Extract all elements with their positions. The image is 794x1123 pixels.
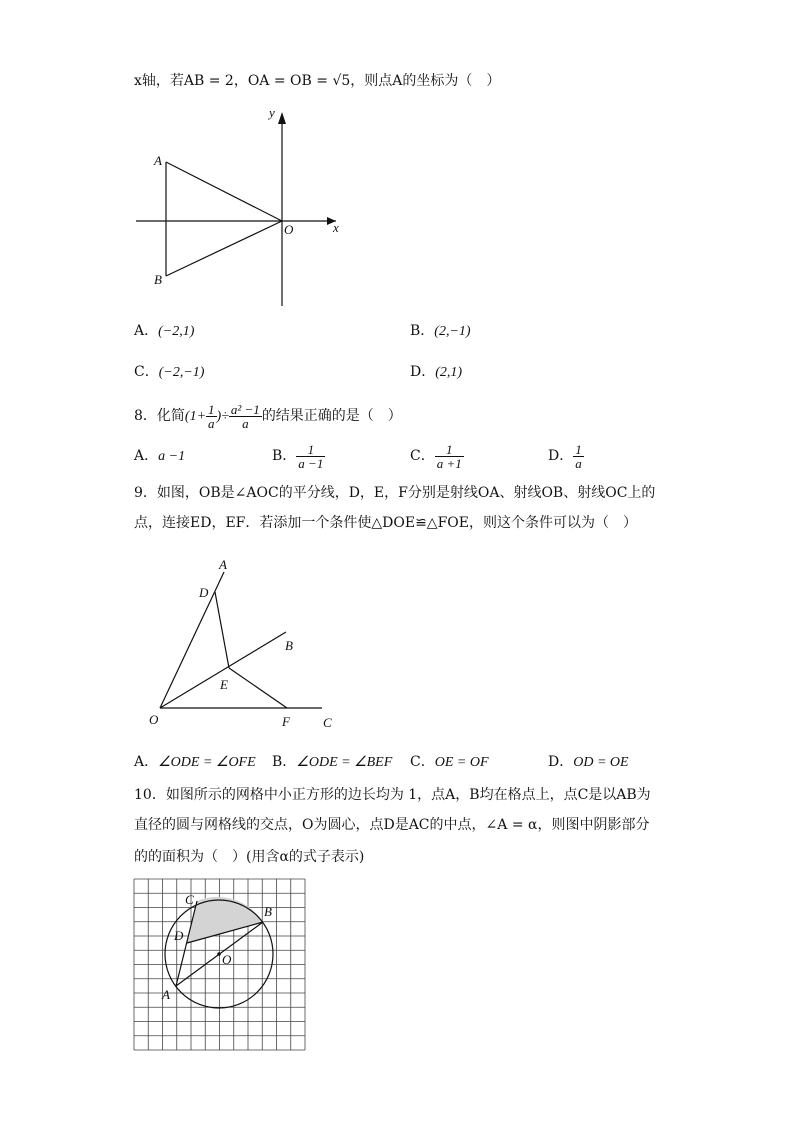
q7-label-o: O [284, 222, 294, 237]
q8-option-c-den: a +1 [436, 455, 462, 471]
q8-suffix: 的结果正确的是（ ） [261, 408, 402, 424]
q8-expr-div: )÷ [216, 409, 229, 424]
q8-option-a-label: A． [134, 448, 159, 464]
q8-fraction-2-den: a [242, 415, 249, 431]
q8-prefix: 8．化简 [134, 408, 185, 424]
q7-stem: x轴，若AB = 2，OA = OB = √5，则点A的坐标为（ ） [134, 73, 501, 89]
q10-center-point [217, 952, 221, 956]
q8-fraction-2-num: a² −1 [230, 401, 260, 417]
q9-label-o: O [149, 712, 159, 727]
q8-option-d-num: 1 [575, 441, 582, 457]
q7-option-d-label: D． [410, 364, 436, 380]
q9-option-b-label: B． [272, 754, 297, 770]
q9-option-c-value: OE = OF [434, 755, 489, 770]
q8-option-b-label: B． [272, 448, 297, 464]
q7-option-c-value: (−2,−1) [158, 365, 205, 380]
q7-option-b-label: B． [410, 323, 435, 339]
q7-label-x: x [333, 220, 339, 235]
q7-label-a: A [154, 153, 162, 168]
q9-option-b-value: ∠ODE = ∠BEF [296, 755, 393, 770]
q8-option-c-label: C． [410, 448, 435, 464]
q8-option-b-den: a −1 [298, 455, 324, 471]
q7-option-a-label: A． [134, 323, 159, 339]
q9-option-a-value: ∠ODE = ∠OFE [158, 755, 256, 770]
q7-option-d-value: (2,1) [435, 365, 463, 380]
q10-label-o: O [222, 952, 232, 967]
q9-option-d-value: OD = OE [573, 755, 629, 770]
q9-option-c-label: C． [410, 754, 435, 770]
q10-label-b: B [264, 904, 272, 919]
q7-option-c-label: C． [134, 364, 159, 380]
q10-label-d: D [174, 928, 184, 943]
q8-option-c-num: 1 [435, 443, 464, 457]
q10-stem-line3: 的的面积为（ ）(用含α的式子表示) [134, 849, 365, 865]
q10-label-c: C [185, 892, 194, 907]
q10-label-a: A [162, 987, 170, 1002]
q9-label-b: B [285, 638, 293, 653]
q8-option-a-value: a −1 [158, 449, 186, 464]
q9-option-d-label: D． [548, 754, 574, 770]
q7-option-a-value: (−2,1) [158, 324, 195, 339]
q7-option-b-value: (2,−1) [434, 324, 471, 339]
q8-option-d-den: a [575, 455, 582, 471]
q10-stem-line1: 10．如图所示的网格中小正方形的边长均为 1，点A，B均在格点上，点C是以AB为 [134, 787, 651, 803]
q9-stem-line1: 9．如图，OB是∠AOC的平分线，D，E，F分别是射线OA、射线OB、射线OC上的 [134, 485, 656, 501]
q9-label-e: E [220, 677, 228, 692]
q7-label-b: B [154, 272, 162, 287]
q8-fraction-1-den: a [208, 415, 215, 431]
q8-option-d-label: D． [548, 448, 574, 464]
q9-option-a-label: A． [134, 754, 159, 770]
q10-stem-line2: 直径的圆与网格线的交点，O为圆心，点D是AC的中点，∠A = α，则图中阴影部分 [134, 817, 650, 833]
q8-expr-open: (1+ [184, 409, 207, 424]
q8-option-b-num: 1 [296, 443, 325, 457]
q9-label-f: F [282, 714, 290, 729]
q8-fraction-1-num: 1 [208, 401, 215, 417]
q9-stem-line2: 点，连接ED，EF．若添加一个条件使△DOE≌△FOE，则这个条件可以为（ ） [134, 515, 637, 531]
q9-label-d: D [199, 585, 209, 600]
q7-label-y: y [269, 105, 275, 120]
q9-label-a: A [219, 557, 227, 572]
q9-label-c: C [323, 715, 332, 730]
